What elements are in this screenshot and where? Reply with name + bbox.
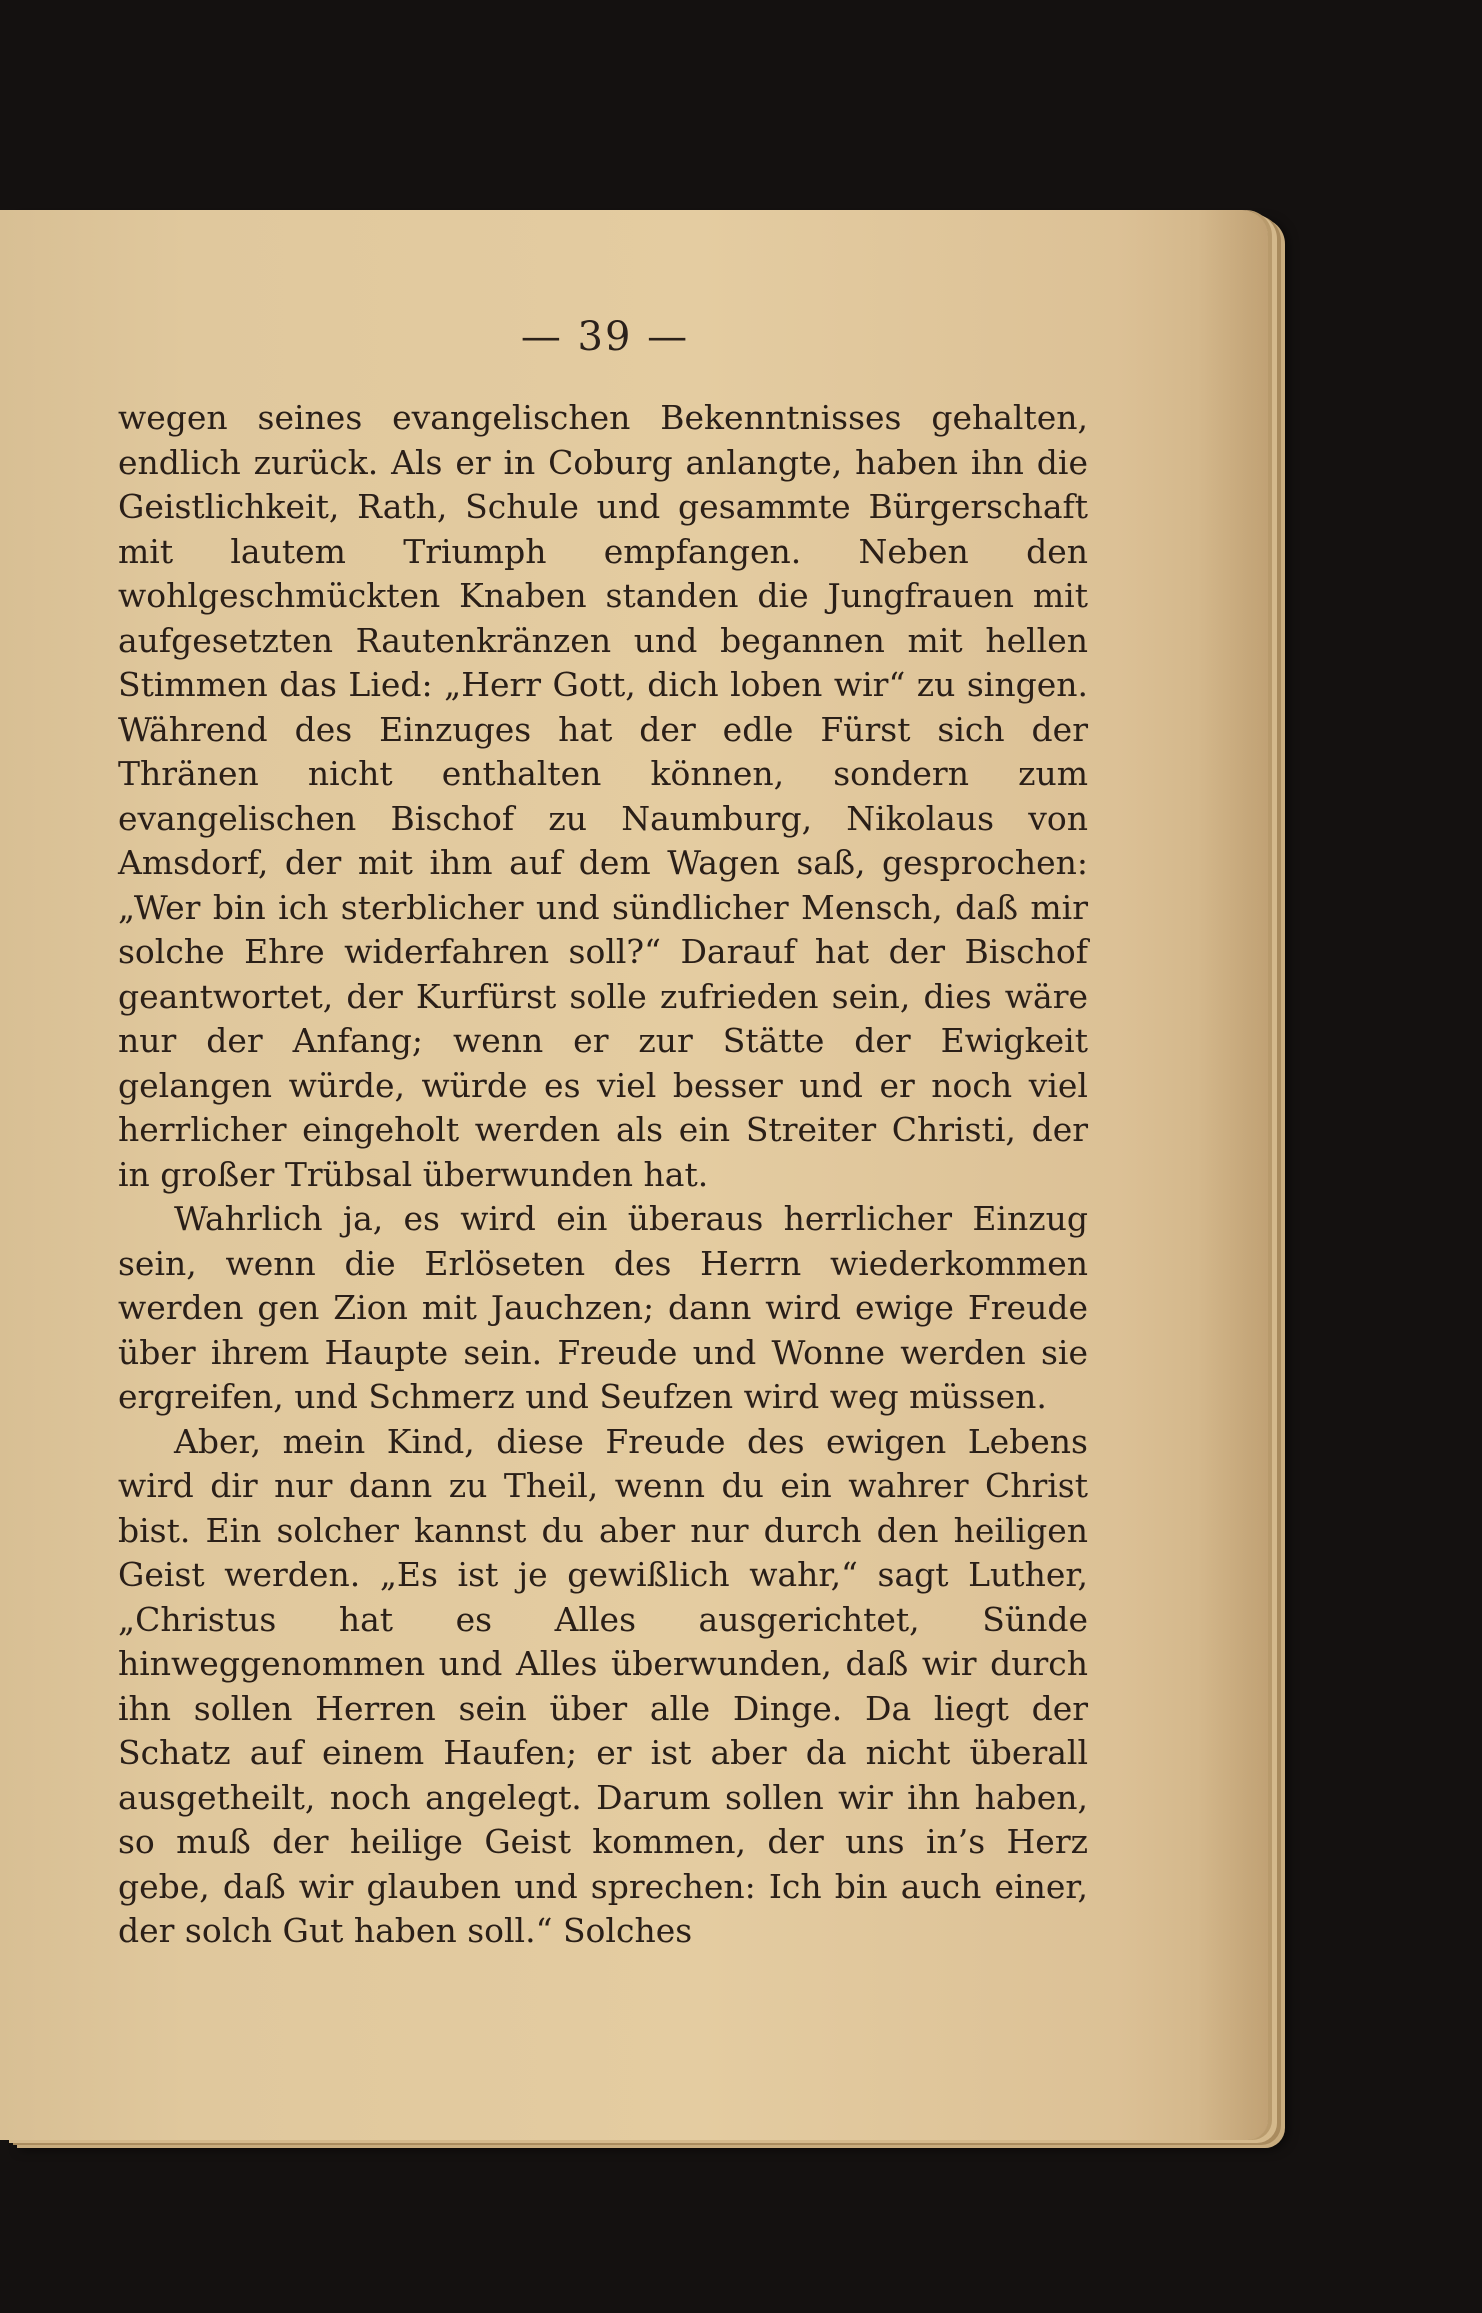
paragraph-2: Wahrlich ja, es wird ein überaus herrlicher Einzug sein, wenn die Erlöseten des Herrn wiederkommen werden gen Zion mit Jauchzen; dann wird ewige Freude über ihrem Haupte sein. Freude und Wonne werden sie ergreifen, und Schmerz und Seufzen wird weg müssen. — [118, 1199, 1088, 1416]
body-text — [118, 396, 1088, 1954]
page-number: — 39 — — [520, 314, 690, 360]
book-page — [0, 210, 1268, 2140]
paragraph-1: wegen seines evangelischen Bekenntnisses gehalten, endlich zurück. Als er in Coburg anlangte, haben ihn die Geistlichkeit, Rath, Schule und gesammte Bürgerschaft mit lautem Triumph empfangen. Neben den wohlgeschmückten Knaben standen die Jungfrauen mit aufgesetzten Rautenkränzen und begannen mit hellen Stimmen das Lied: „Herr Gott, dich loben wir“ zu singen. Während des Einzuges hat der edle Fürst sich der Thränen nicht enthalten können, sondern zum evangelischen Bischof zu Naumburg, Nikolaus von Amsdorf, der mit ihm auf dem Wagen saß, gesprochen: „Wer bin ich sterblicher und sündlicher Mensch, daß mir solche Ehre widerfahren soll?“ Darauf hat der Bischof geantwortet, der Kurfürst solle zufrieden sein, dies wäre nur der Anfang; wenn er zur Stätte der Ewigkeit gelangen würde, würde es viel besser und er noch viel herrlicher eingeholt werden als ein Streiter Christi, der in großer Trübsal überwunden hat. — [118, 398, 1088, 1194]
paragraph-3: Aber, mein Kind, diese Freude des ewigen Lebens wird dir nur dann zu Theil, wenn du ein wahrer Christ bist. Ein solcher kannst du aber nur durch den heiligen Geist werden. „Es ist je gewißlich wahr,“ sagt Luther, „Christus hat es Alles ausgerichtet, Sünde hinweggenommen und Alles überwunden, daß wir durch ihn sollen Herren sein über alle Dinge. Da liegt der Schatz auf einem Haufen; er ist aber da nicht überall ausgetheilt, noch angelegt. Darum sollen wir ihn haben, so muß der heilige Geist kommen, der uns in’s Herz gebe, daß wir glauben und sprechen: Ich bin auch einer, der solch Gut haben soll.“ Solches — [118, 1421, 1088, 1950]
page-edge-shading — [1198, 210, 1268, 2140]
